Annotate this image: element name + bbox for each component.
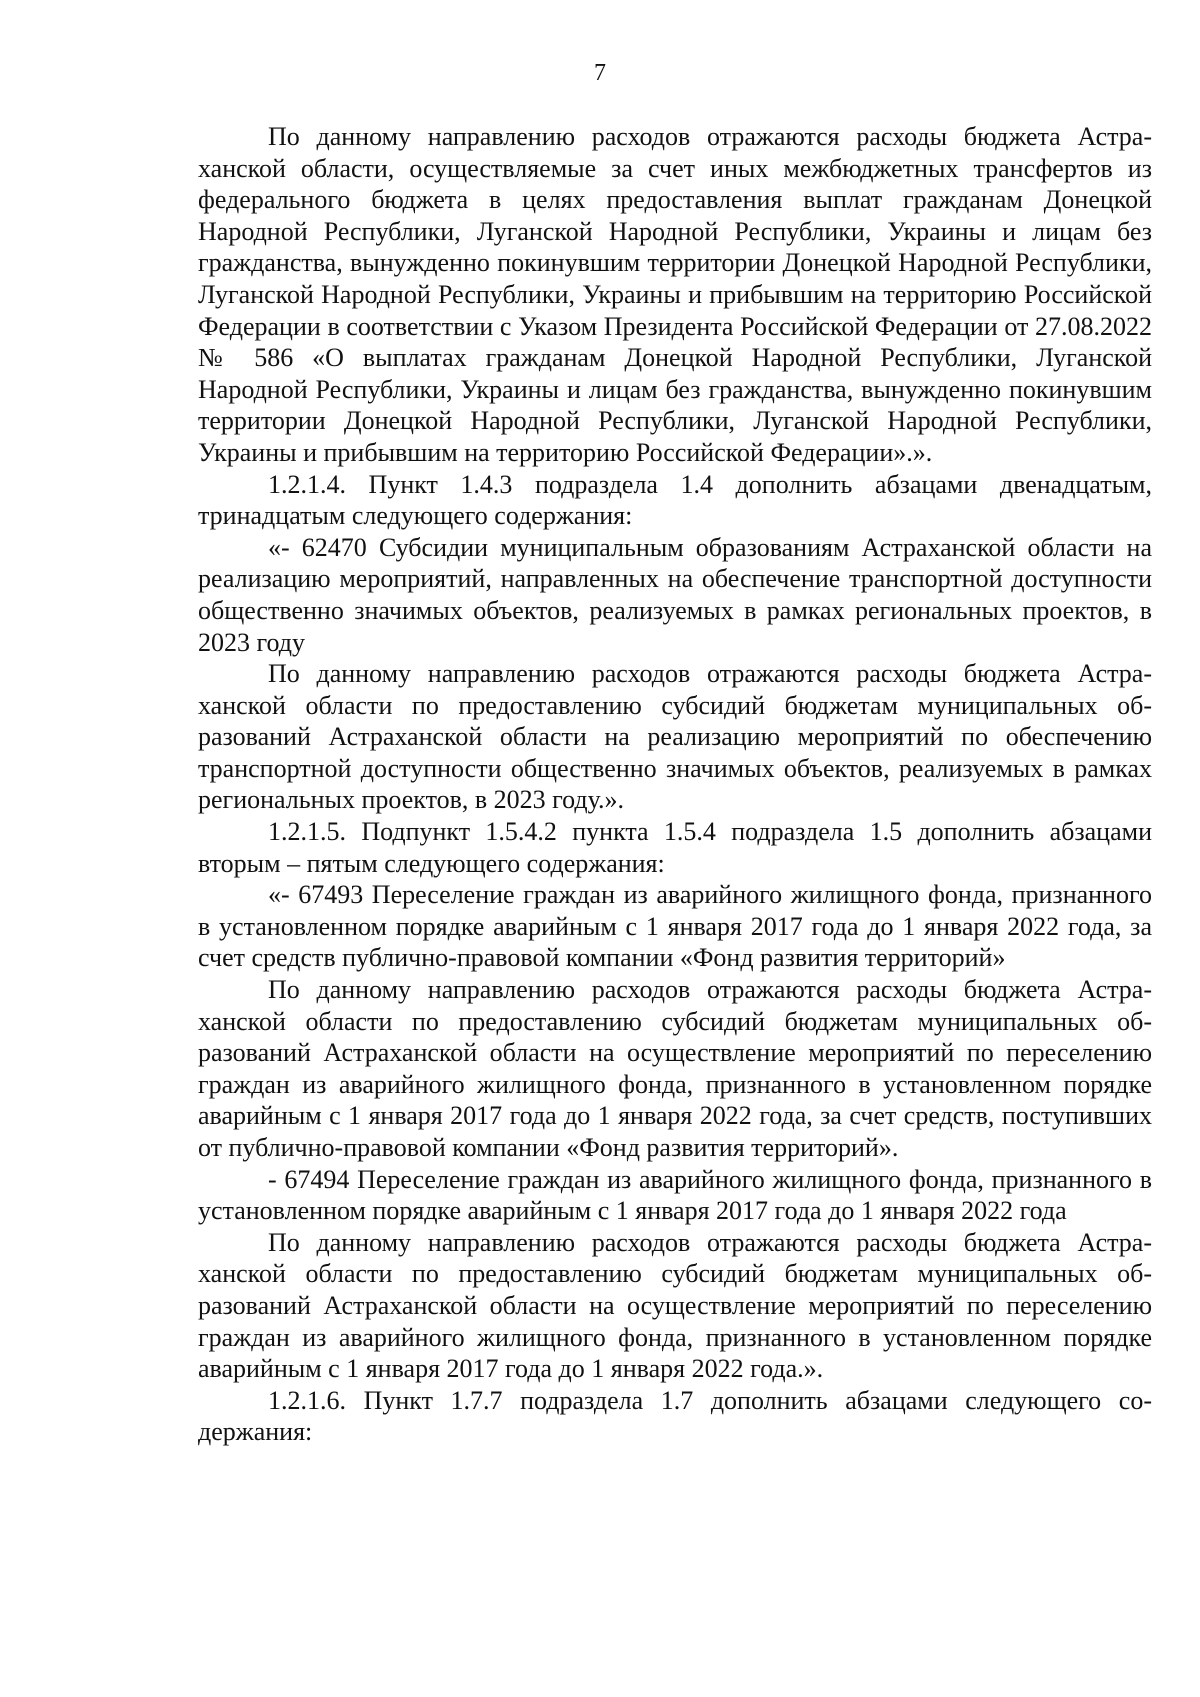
paragraph-code-67494: - 67494 Переселение граждан из аварийного жилищного фонда, признанного в установленном порядке аварийным с 1 января 2017 года до 1 января 2022 года [198,1164,1152,1226]
paragraph-expenses-description-4: По данному направлению расходов отражаются расходы бюджета Астраханской области по предоставлению субсидий бюджетам муниципальных образований Астраханской области на осуществление мероприятий по переселению граждан из аварийного жилищного фонда, признанного в установленном порядке аварийным с 1 января 2017 года до 1 января 2022 года.». [198,1227,1152,1384]
paragraph-item-1-2-1-6: 1.2.1.6. Пункт 1.7.7 подраздела 1.7 дополнить абзацами следующего содержания: [198,1385,1152,1447]
paragraph-item-1-2-1-4: 1.2.1.4. Пункт 1.4.3 подраздела 1.4 дополнить абзацами двенадцатым, тринадцатым следующего содержания: [198,469,1152,531]
paragraph-code-67493: «- 67493 Переселение граждан из аварийного жилищного фонда, признанного в установленном порядке аварийным с 1 января 2017 года до 1 января 2022 года, за счет средств публично-правовой компании «Фонд развития территорий» [198,880,1152,973]
paragraph-expenses-description-2: По данному направлению расходов отражаются расходы бюджета Астраханской области по предоставлению субсидий бюджетам муниципальных образований Астраханской области на реализацию мероприятий по обеспечению транспортной доступности общественно значимых объектов, реализуемых в рамках региональных проектов, в 2023 году.». [198,659,1152,815]
paragraph-code-62470: «- 62470 Субсидии муниципальным образованиям Астраханской области на реализацию мероприятий, направленных на обеспечение транспортной доступности общественно значимых объектов, реализуемых в рамках региональных проектов, в 2023 году [198,532,1152,657]
paragraph-expenses-description-1: По данному направлению расходов отражаются расходы бюджета Астраханской области, осуществляемые за счет иных межбюджетных трансфертов из федерального бюджета в целях предоставления выплат гражданам Донецкой Народной Республики, Луганской Народной Республики, Украины и лицам без гражданства, вынужденно покинувшим территории Донецкой Народной Республики, Луганской Народной Республики, Украины и прибывшим на территорию Российской Федерации в соответствии с Указом Президента Российской Федерации от 27.08.2022 № 586 «О выплатах гражданам Донецкой Народной Республики, Луганской Народной Республики, Украины и лицам без гражданства, вынужденно покинувшим территории Донецкой Народной Республики, Луганской Народной Республики, Украины и прибывшим на территорию Российской Федерации».». [198,122,1152,467]
page-number: 7 [594,60,606,86]
paragraph-expenses-description-3: По данному направлению расходов отражаются расходы бюджета Астраханской области по предоставлению субсидий бюджетам муниципальных образований Астраханской области на осуществление мероприятий по переселению граждан из аварийного жилищного фонда, признанного в установленном порядке аварийным с 1 января 2017 года до 1 января 2022 года, за счет средств, поступивших от публично-правовой компании «Фонд развития территорий». [198,975,1152,1162]
paragraph-item-1-2-1-5: 1.2.1.5. Подпункт 1.5.4.2 пункта 1.5.4 подраздела 1.5 дополнить абзацами вторым – пятым следующего содержания: [198,817,1152,878]
document-body [198,121,1152,1448]
